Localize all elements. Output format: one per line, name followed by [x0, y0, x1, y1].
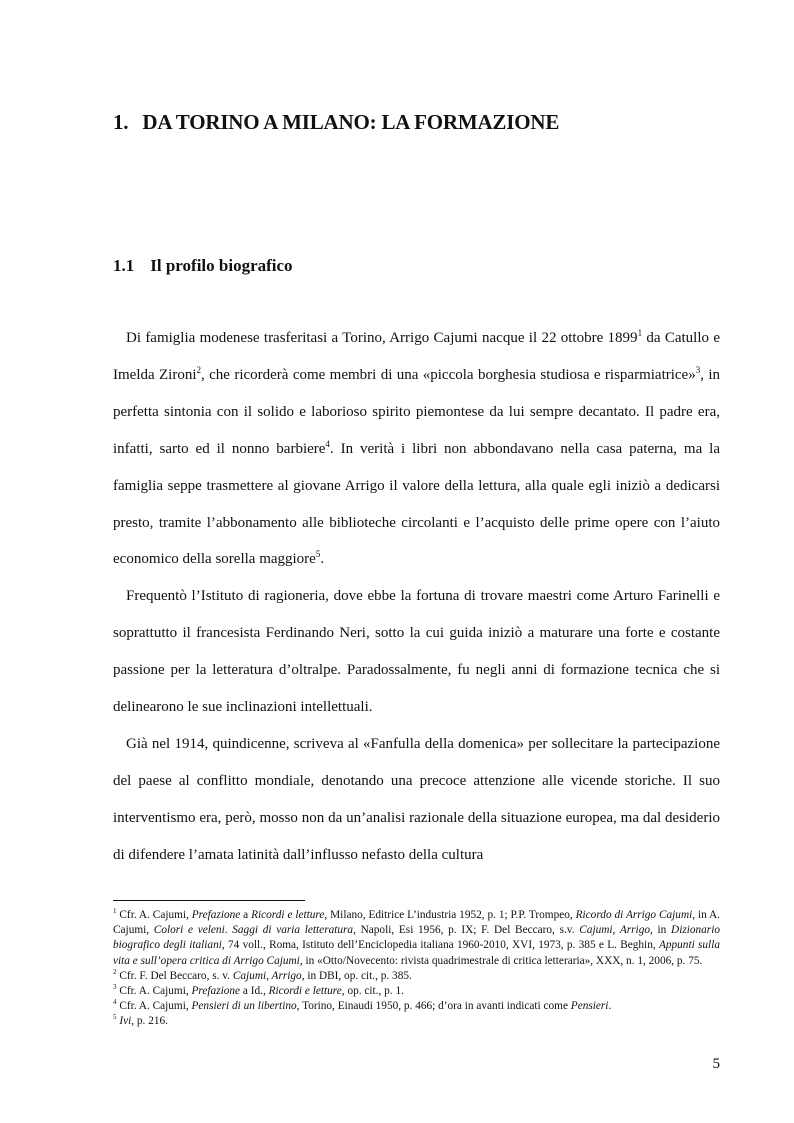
footnote-text: , in A. Cajumi,: [113, 909, 720, 937]
footnote-text: , Napoli, Esi 1956, p. IX; F. Del Beccaro, s.v.: [353, 924, 580, 937]
footnote-text: , in «Otto/Novecento: rivista quadrimestrale di critica letteraria», XXX, n. 1, 2006, p. 75.: [299, 954, 703, 967]
footnote-text: Pensieri: [570, 1000, 609, 1013]
chapter-title-text: DA TORINO A MILANO: LA FORMAZIONE: [142, 110, 560, 134]
footnote-text: , op. cit., p. 1.: [341, 985, 404, 998]
footnote-ref-1[interactable]: 1: [637, 328, 643, 338]
paragraph-1: [113, 320, 720, 578]
footnote-3: [113, 984, 720, 999]
paragraph-3: Già nel 1914, quindicenne, scriveva al «Fanfulla della domenica» per sollecitare la partecipazione del paese al conflitto mondiale, denotando una precoce attenzione alle vicende storiche. Il suo interventismo era, però, mosso non da un’analisi razionale della situazione europea, ma dal desiderio di difendere l’amata latinità dall’influsso nefasto della cultura: [113, 735, 720, 863]
footnote-text: Ricordo di Arrigo Cajumi: [575, 909, 693, 921]
footnote-ref-2[interactable]: 2: [196, 364, 202, 375]
footnote-number: 3: [113, 983, 117, 992]
paragraph-1-text: da Catullo e Imelda Zironi: [113, 330, 720, 383]
footnote-number: 4: [113, 998, 117, 1007]
footnote-text: Cajumi, Arrigo: [579, 924, 650, 937]
footnote-text: Saggi di varia letteratura: [232, 924, 354, 937]
footnote-text: , in DBI, op. cit., p. 385.: [301, 969, 412, 982]
footnote-text: , Milano, Editrice L’industria 1952, p. 1; P.P. Trompeo,: [324, 909, 576, 921]
page-number: 5: [712, 1056, 720, 1072]
footnotes: [113, 908, 720, 1030]
footnote-text: , p. 216.: [131, 1015, 168, 1028]
footnote-text: Ricordi e letture: [251, 909, 325, 921]
footnote-ref-5[interactable]: 5: [315, 549, 321, 560]
footnote-ref-4[interactable]: 4: [325, 438, 330, 449]
footnote-number: 5: [113, 1013, 117, 1022]
footnote-2: [113, 969, 720, 984]
footnote-text: .: [224, 924, 233, 937]
paragraph-2: Frequentò l’Istituto di ragioneria, dove ebbe la fortuna di trovare maestri come Arturo Farinelli e soprattutto il francesista Ferdinando Neri, sotto la cui guida iniziò a maturare una forte e costante passione per la letteratura d’oltralpe. Paradossalmente, fu negli anni di formazione tecnica che si delinearono le sue inclinazioni intellettuali.: [113, 588, 720, 716]
paragraph-1-text: .: [320, 551, 325, 568]
footnote-text: Cfr. A. Cajumi,: [119, 909, 192, 921]
section-title-text: Il profilo biografico: [150, 256, 293, 275]
footnote-text: a: [240, 909, 252, 921]
body-text: [113, 320, 720, 874]
paragraph-1-text: . In verità i libri non abbondavano nella casa paterna, ma la famiglia seppe trasmettere al giovane Arrigo il valore della lettura, alla quale egli iniziò a dedicarsi presto, tramite l’abbonamento alle biblioteche circolanti e l’acquisto delle prime opere con l’aiuto economico della sorella maggiore: [113, 440, 720, 568]
footnote-text: , Torino, Einaudi 1950, p. 466; d’ora in avanti indicati come: [296, 1000, 571, 1013]
chapter-number: 1.: [113, 110, 129, 134]
footnote-number: 1: [113, 907, 117, 916]
footnote-text: Cfr. A. Cajumi,: [119, 985, 192, 998]
footnote-text: Ivi: [119, 1015, 132, 1028]
chapter-title: [113, 110, 559, 135]
footnote-text: Cfr. A. Cajumi,: [119, 1000, 192, 1013]
footnote-text: Dizionario biografico degli italiani: [113, 924, 720, 952]
footnote-text: Ricordi e letture: [268, 985, 342, 998]
paragraph-1-text: , in perfetta sintonia con il solido e laborioso spirito piemontese da lui sempre decantato. Il padre era, infatti, sarto ed il nonno barbiere: [113, 366, 721, 457]
footnote-separator: [113, 900, 305, 901]
footnote-text: Pensieri di un libertino: [191, 1000, 297, 1013]
footnote-text: , 74 voll., Roma, Istituto dell’Enciclopedia italiana 1960-2010, XVI, 1973, p. 385 e L. Beghin,: [221, 939, 659, 952]
footnote-1: [113, 908, 720, 969]
footnote-text: Cajumi, Arrigo: [232, 969, 302, 982]
footnote-text: Prefazione: [191, 985, 241, 998]
paragraph-1-text: , che ricorderà come membri di una «piccola borghesia studiosa e risparmiatrice»: [201, 366, 696, 383]
footnote-number: 2: [113, 968, 117, 977]
footnote-text: .: [608, 1000, 612, 1013]
footnote-text: Appunti sulla vita e sull’opera critica di Arrigo Cajumi: [113, 939, 720, 967]
footnote-4: [113, 999, 720, 1014]
footnote-ref-3[interactable]: 3: [695, 364, 701, 375]
section-title: [113, 256, 293, 276]
footnote-text: , in: [650, 924, 672, 937]
footnote-text: Prefazione: [191, 909, 241, 921]
footnote-text: Cfr. F. Del Beccaro, s. v.: [119, 969, 233, 982]
footnote-text: a Id.,: [240, 985, 269, 998]
section-number: 1.1: [113, 256, 135, 275]
footnote-5: [113, 1014, 720, 1029]
footnote-text: Colori e veleni: [153, 924, 225, 937]
paragraph-1-text: Di famiglia modenese trasferitasi a Torino, Arrigo Cajumi nacque il 22 ottobre 1899: [126, 330, 638, 346]
